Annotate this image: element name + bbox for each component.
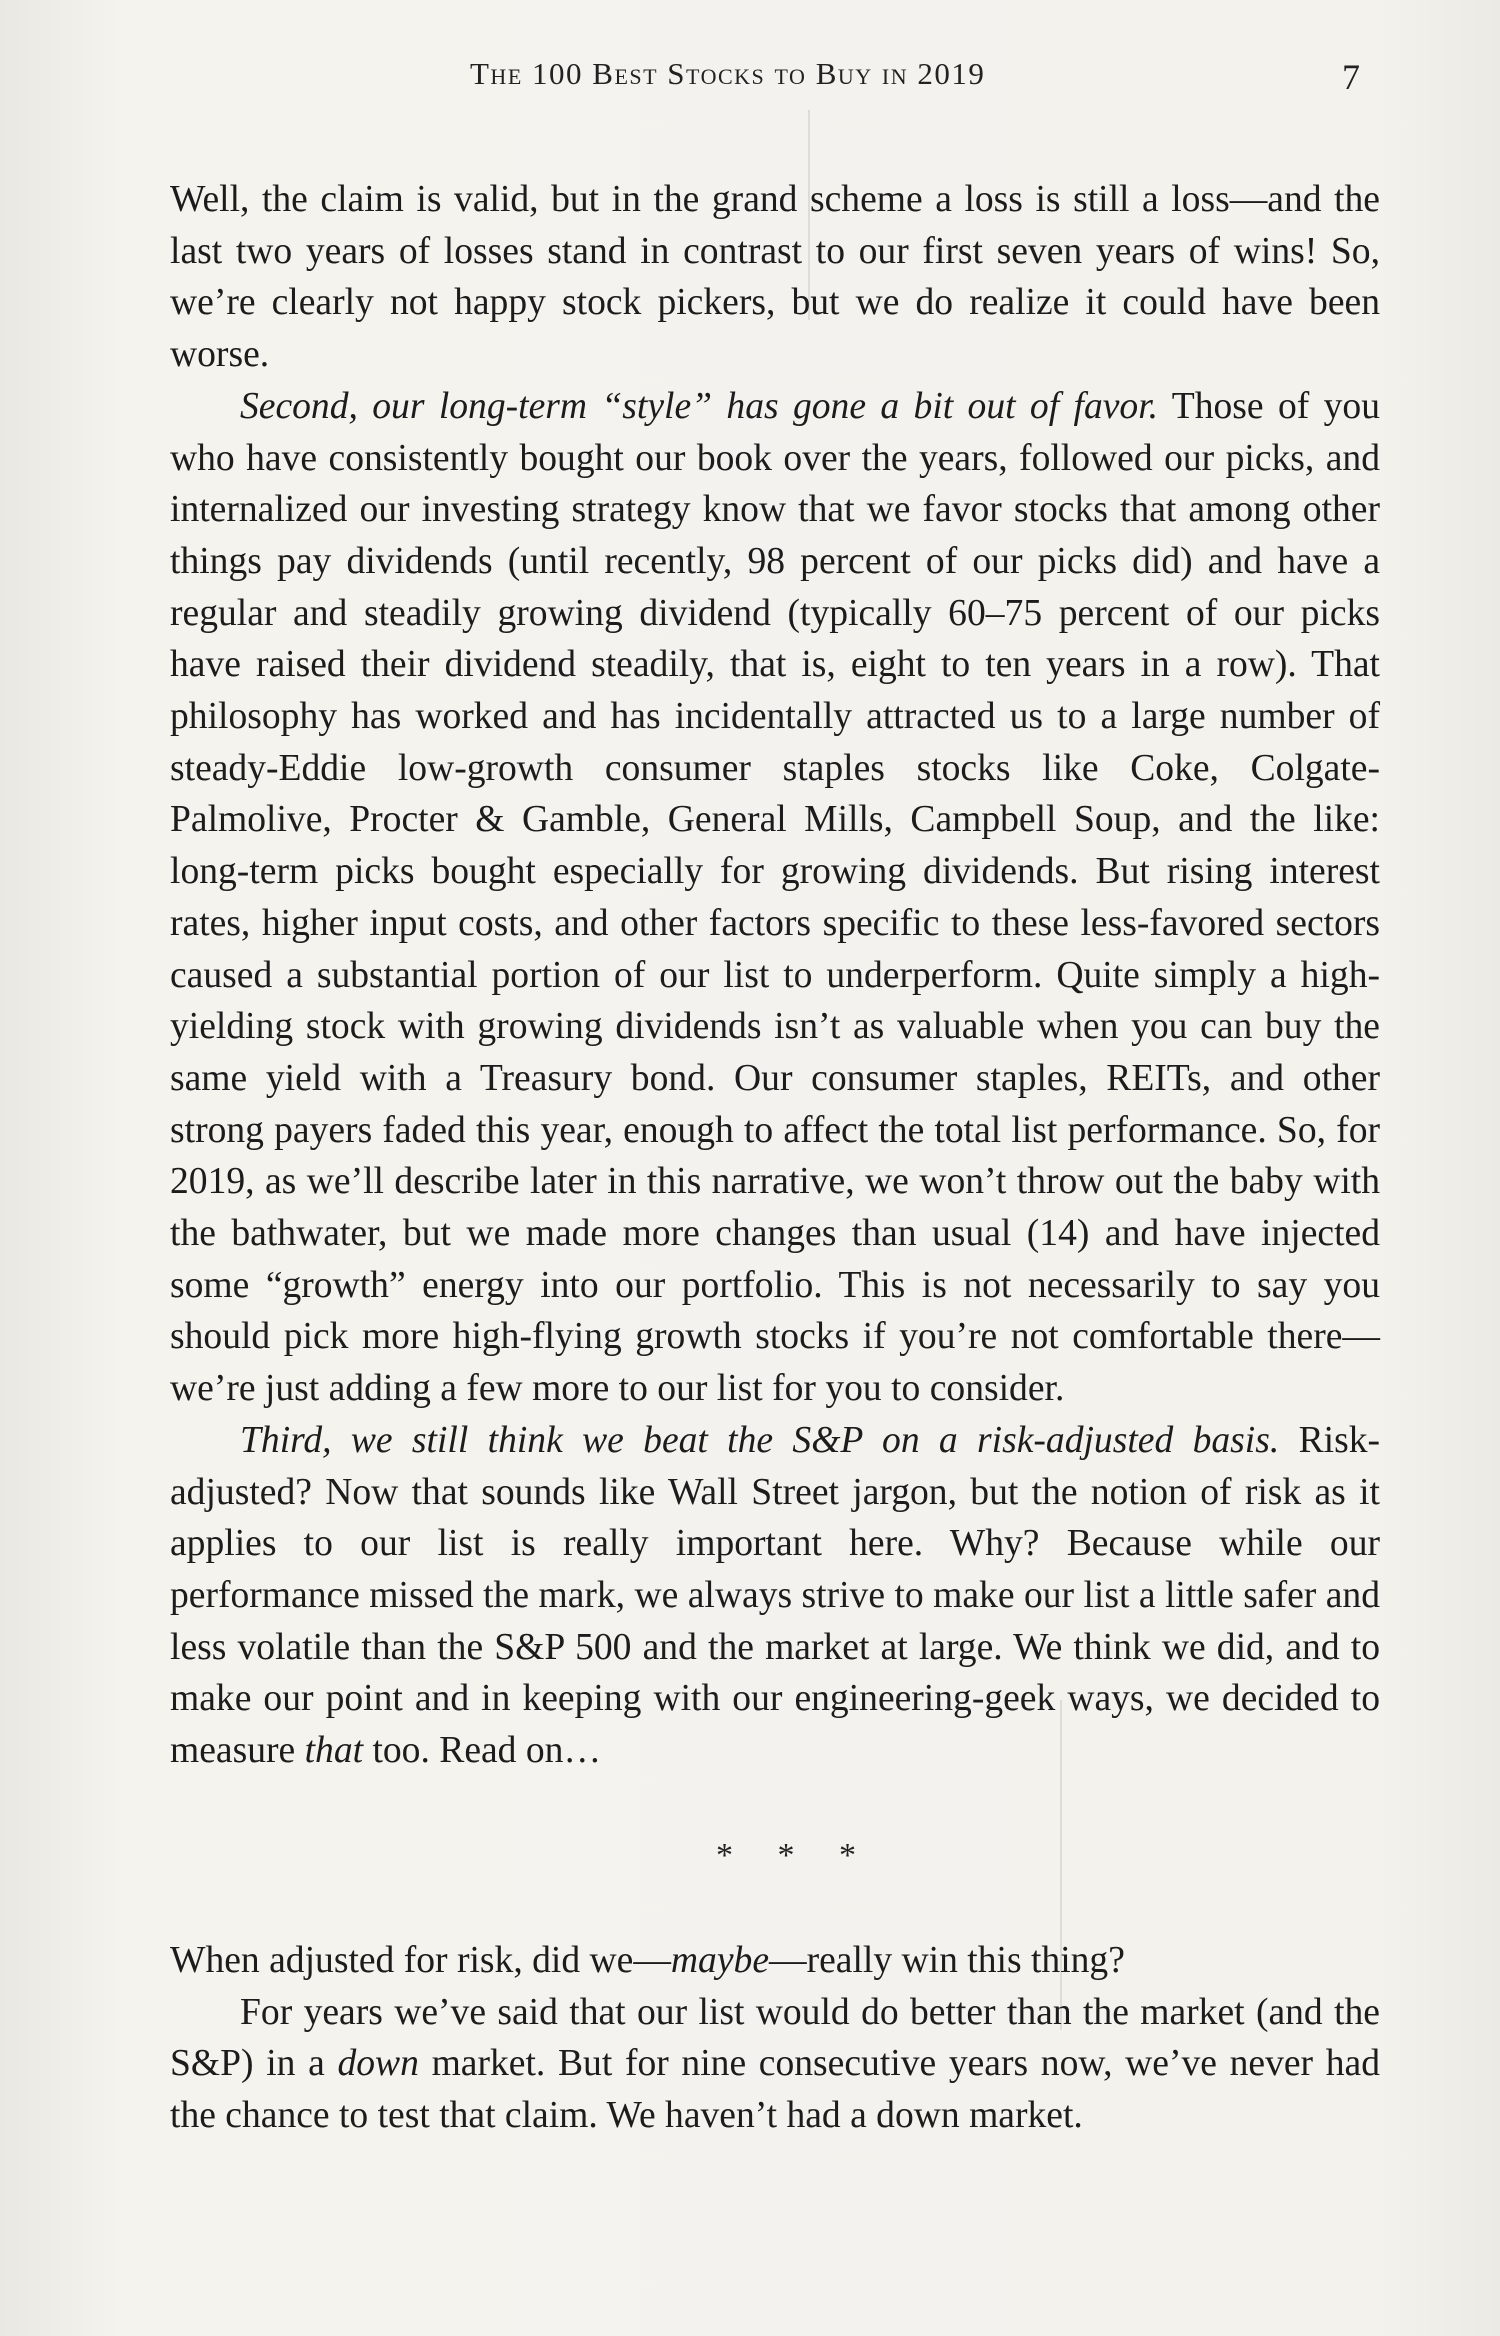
paragraph-text: Well, the claim is valid, but in the grand scheme a loss is still a loss—and the last two years of losses stand in contrast to our first seven years of wins! So, we’re clearly not happy stock pickers, but we do realize it could have been worse. xyxy=(170,179,1380,376)
emphasis: that xyxy=(304,1730,364,1772)
page-number: 7 xyxy=(1342,57,1360,97)
paragraph-text: market. But for nine consecutive years now, we’ve never had the chance to test that claim. We haven’t had a down market. xyxy=(170,2043,1380,2136)
paragraph-text: For years we’ve said that our list would do better than the market (and the S&P) in a xyxy=(170,1991,1380,2085)
paragraph-text: Risk-adjusted? Now that sounds like Wall Street jargon, but the notion of risk as it applies to our list is really important here. Why? Because while our performance missed the mark, we always strive to make our list a little safer and less volatile than the S&P 500 and the market at large. We think we did, and to make our point and in keeping with our engineering-geek ways, we decided to measure xyxy=(170,1419,1381,1772)
paragraph-text: When adjusted for risk, did we— xyxy=(170,1939,671,1981)
paragraph-text: too. Read on… xyxy=(363,1730,602,1772)
section-break: * * * xyxy=(716,1836,874,1874)
emphasis: maybe xyxy=(670,1939,769,1981)
paragraph xyxy=(170,1987,1380,2142)
body-text xyxy=(170,174,1380,2142)
paragraph xyxy=(170,381,1380,1415)
paragraph xyxy=(170,1935,1380,1987)
emphasis: down xyxy=(337,2043,419,2085)
paragraph-lead: Second, our long-term “style” has gone a bit out of favor. xyxy=(240,385,1159,427)
paragraph-lead: Third, we still think we beat the S&P on a risk-adjusted basis. xyxy=(240,1419,1280,1461)
running-head xyxy=(170,56,1380,106)
paragraph-text: Those of you who have consistently bought our book over the years, followed our picks, and internalized our investing strategy know that we favor stocks that among other things pay dividends (until recently, 98 percent of our picks did) and have a regular and steadily growing dividend (typically 60–75 percent of our picks have raised their dividend steadily, that is, eight to ten years in a row). That philosophy has worked and has incidentally attracted us to a large number of steady-Eddie low-growth consumer staples stocks like Coke, Colgate-Palmolive, Procter & Gamble, General Mills, Campbell Soup, and the like: long-term picks bought especially for growing dividends. But rising interest rates, higher input costs, and other factors specific to these less-favored sectors caused a substantial portion of our list to underperform. Quite simply a high-yielding stock with growing dividends isn’t as valuable when you can buy the same yield with a Treasury bond. Our consumer staples, REITs, and other strong payers faded this year, enough to affect the total list performance. So, for 2019, as we’ll describe later in this narrative, we won’t throw out the baby with the bathwater, but we made more changes than usual (14) and have injected some “growth” energy into our portfolio. This is not necessarily to say you should pick more high-flying growth stocks if you’re not comfortable there—we’re just adding a few more to our list for you to consider. xyxy=(170,385,1380,1410)
paragraph xyxy=(170,1415,1380,1777)
paragraph xyxy=(170,174,1380,381)
paragraph-text: —really win this thing? xyxy=(769,1939,1125,1981)
running-title: The 100 Best Stocks to Buy in 2019 xyxy=(470,56,986,91)
